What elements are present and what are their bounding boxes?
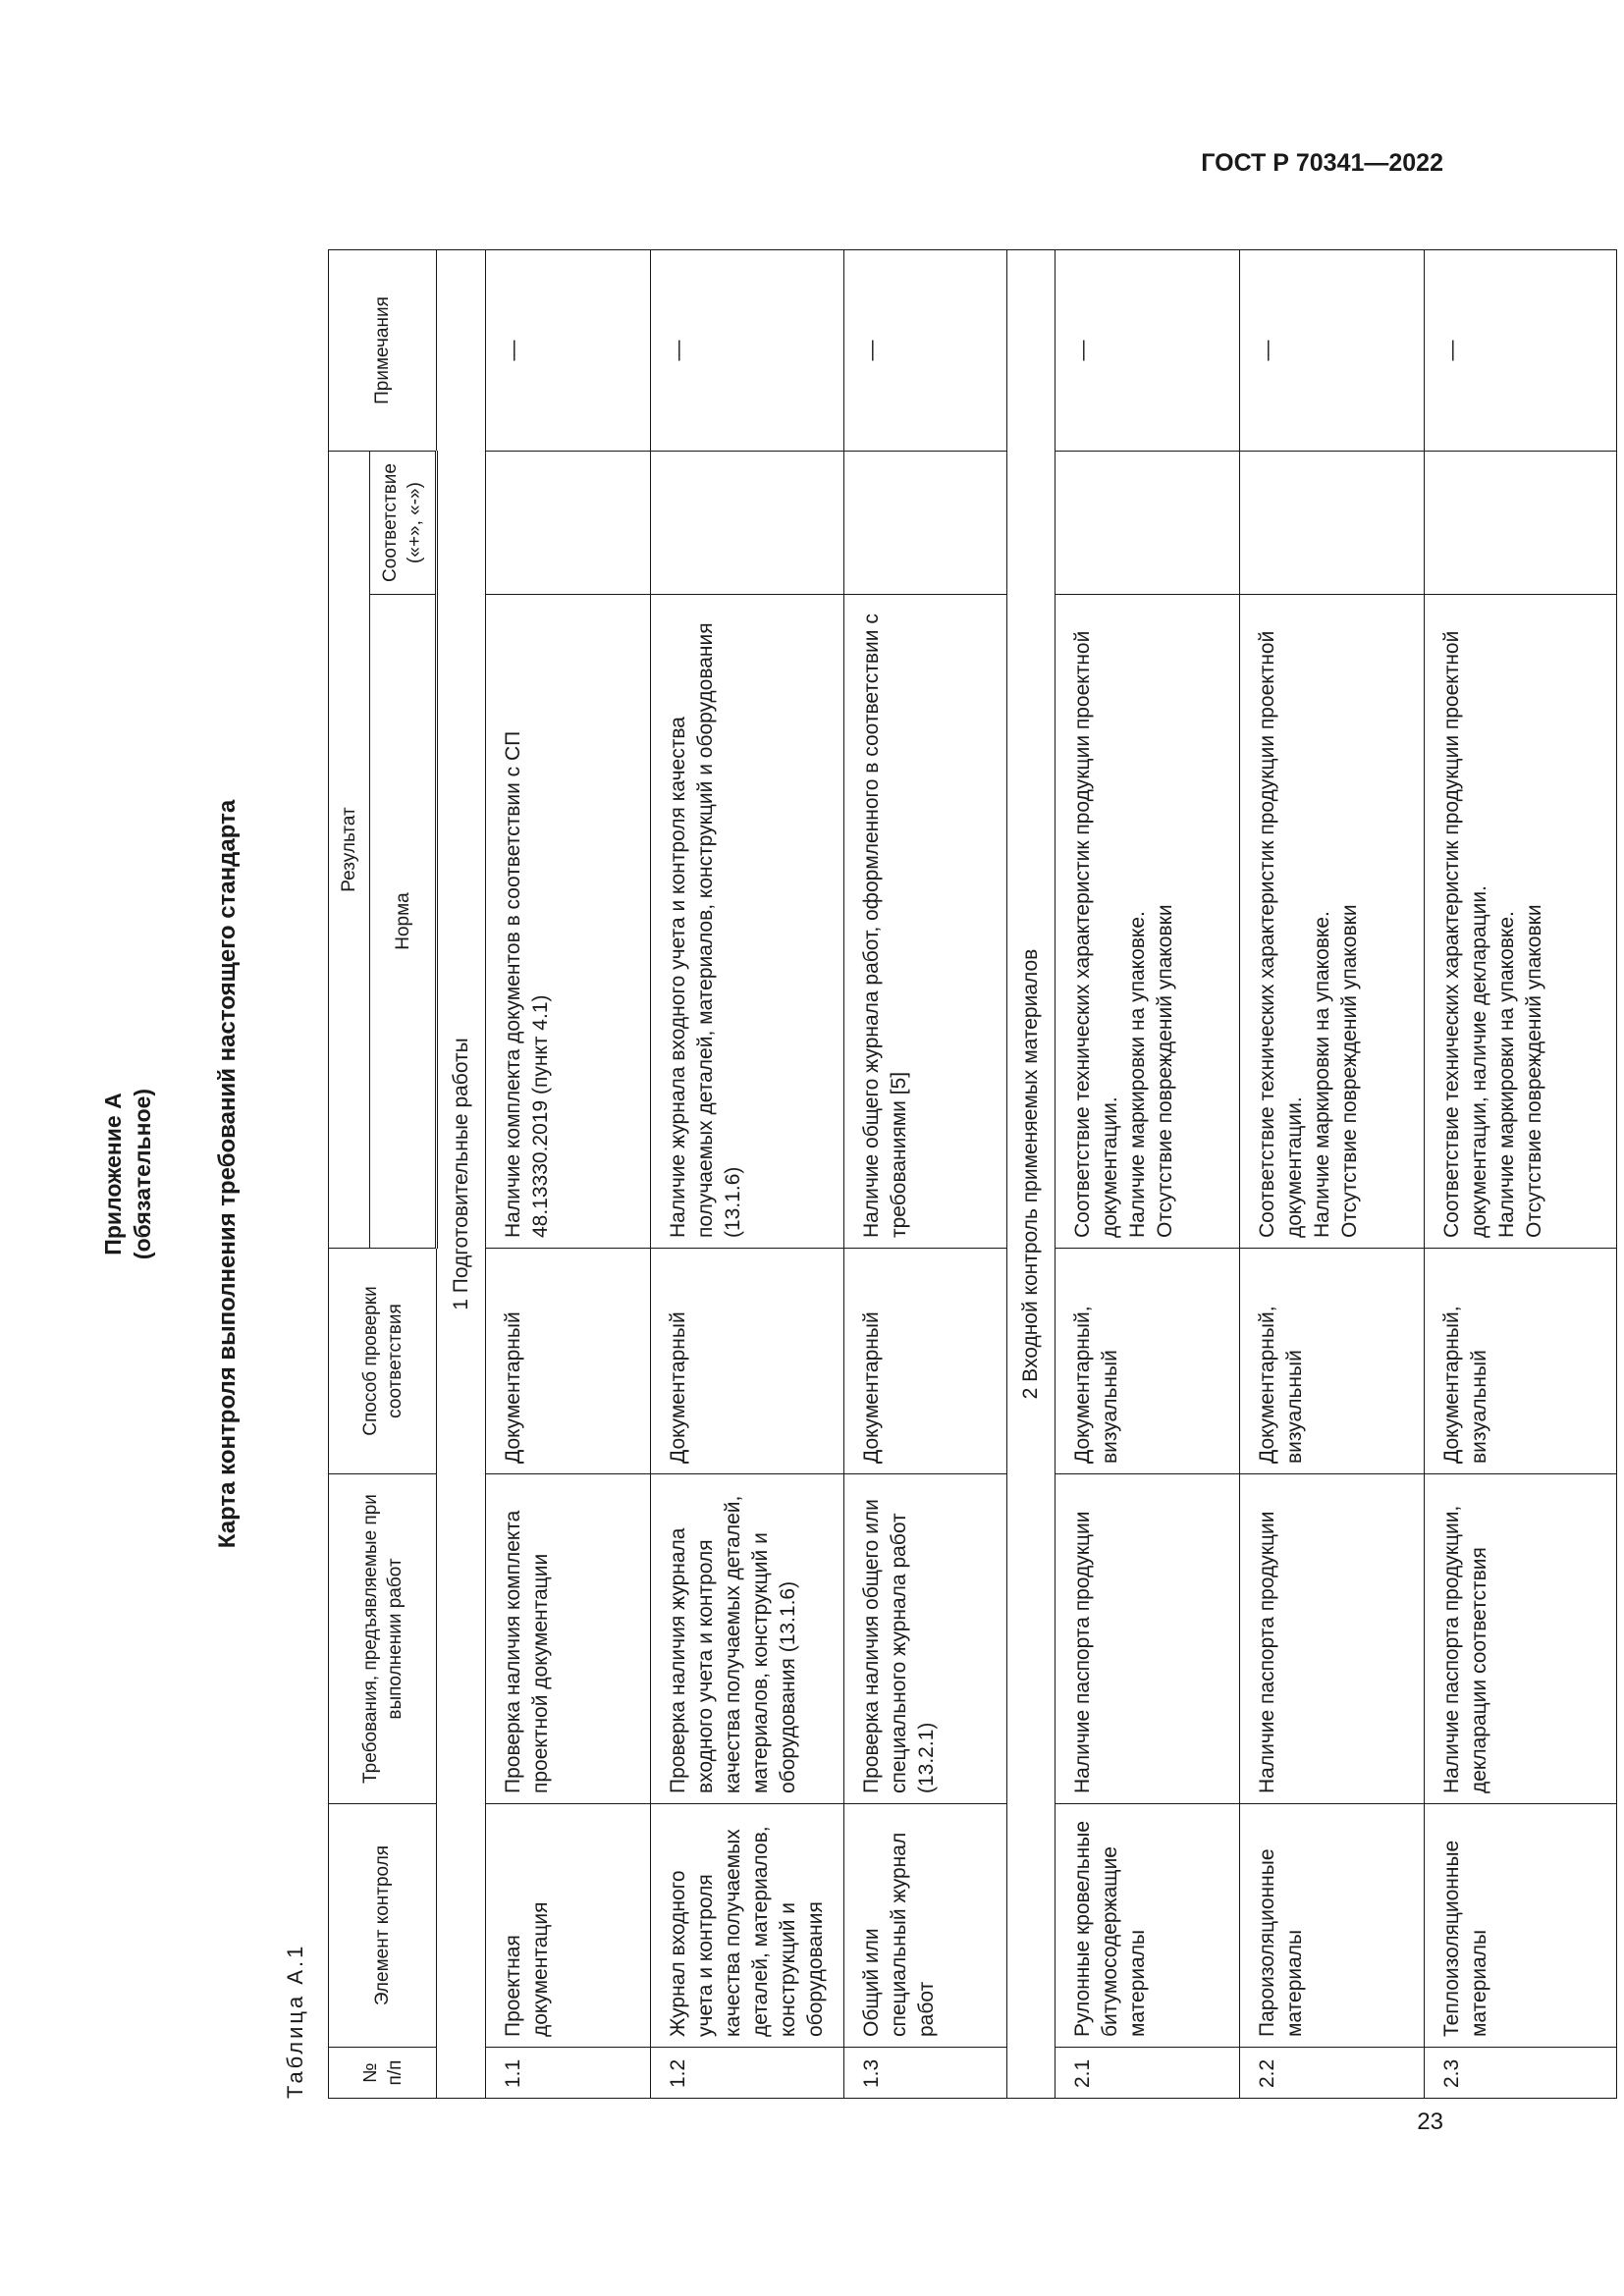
norm-line: Наличие маркировки на упаковке. (1495, 911, 1518, 1238)
control-map-table (328, 249, 1617, 2099)
requirements-cell: Проверка наличия общего или специального журнала работ (13.2.1) (844, 1474, 1007, 1804)
row-number: 2.2 (1240, 2048, 1425, 2099)
norm-line: Соответствие технических характеристик продукции проектной документации, наличие декларации. (1440, 630, 1490, 1238)
table-caption: Таблица А.1 (283, 1943, 307, 2099)
table-row (651, 249, 844, 2098)
header-element: Элемент контроля (329, 1804, 437, 2048)
control-element: Теплоизоляционные материалы (1425, 1804, 1617, 2048)
header-num: № п/п (329, 2048, 437, 2099)
control-element: Общий или специальный журнал работ (844, 1804, 1007, 2048)
norm-cell (844, 595, 1007, 1249)
rotated-content (98, 232, 1545, 2116)
table-row (486, 249, 651, 2098)
requirements-cell: Наличие паспорта продукции, декларации соответствия (1425, 1474, 1617, 1804)
page-number: 23 (1417, 2109, 1443, 2135)
norm-line: Соответствие технических характеристик продукции проектной документации. (1256, 630, 1306, 1238)
compliance-cell (1240, 451, 1425, 594)
verification-method: Документарный (486, 1249, 651, 1474)
section-title: 2 Входной контроль применяемых материалов (1007, 249, 1056, 2098)
verification-method: Документарный, визуальный (1056, 1249, 1240, 1474)
appendix-title: Приложение А (100, 1093, 126, 1255)
control-element: Пароизоляционные материалы (1240, 1804, 1425, 2048)
section-title: 1 Подготовительные работы (437, 249, 486, 2098)
notes-cell: — (1240, 249, 1425, 451)
norm-cell (486, 595, 651, 1249)
table-row (1056, 249, 1240, 2098)
table-body (437, 249, 1617, 2098)
control-element: Журнал входного учета и контроля качества получаемых деталей, материалов, конструкций и оборудования (651, 1804, 844, 2048)
annex-title: Карта контроля выполнения требований настоящего стандарта (214, 799, 241, 1549)
control-element: Рулонные кровельные битумосодержащие материалы (1056, 1804, 1240, 2048)
norm-line: Отсутствие повреждений упаковки (1154, 904, 1176, 1238)
compliance-cell (1425, 451, 1617, 594)
norm-line: Наличие маркировки на упаковке. (1126, 911, 1149, 1238)
header-result: Результат (329, 451, 370, 1248)
table-row (1425, 249, 1617, 2098)
requirements-cell: Проверка наличия комплекта проектной документации (486, 1474, 651, 1804)
verification-method: Документарный, визуальный (1425, 1249, 1617, 1474)
compliance-cell (486, 451, 651, 594)
norm-line: Соответствие технических характеристик продукции проектной документации. (1071, 630, 1121, 1238)
notes-cell: — (651, 249, 844, 451)
norm-line: Наличие комплекта документов в соответствии с СП 48.13330.2019 (пункт 4.1) (502, 730, 552, 1238)
compliance-cell (651, 451, 844, 594)
header-requirements: Требования, предъявляемые при выполнении работ (329, 1474, 437, 1804)
row-number: 2.1 (1056, 2048, 1240, 2099)
norm-cell (1240, 595, 1425, 1249)
notes-cell: — (1425, 249, 1617, 451)
notes-cell: — (1056, 249, 1240, 451)
document-code: ГОСТ Р 70341—2022 (1201, 149, 1443, 177)
norm-line: Наличие общего журнала работ, оформленного в соответствии с требованиями [5] (860, 614, 910, 1238)
row-number: 1.2 (651, 2048, 844, 2099)
norm-line: Наличие журнала входного учета и контроля качества получаемых деталей, материалов, конструкций и оборудования (13.1.6) (667, 622, 744, 1238)
verification-method: Документарный, визуальный (1240, 1249, 1425, 1474)
header-compliance: Соответствие («+», «-») (370, 451, 437, 594)
notes-cell: — (844, 249, 1007, 451)
requirements-cell: Наличие паспорта продукции (1240, 1474, 1425, 1804)
verification-method: Документарный (651, 1249, 844, 1474)
header-norm: Норма (370, 595, 437, 1249)
appendix-heading (98, 232, 157, 2116)
table-row (1240, 249, 1425, 2098)
requirements-cell: Проверка наличия журнала входного учета и контроля качества получаемых деталей, материалов, конструкций и оборудования (13.1.6) (651, 1474, 844, 1804)
norm-cell (651, 595, 844, 1249)
table-row (844, 249, 1007, 2098)
row-number: 2.3 (1425, 2048, 1617, 2099)
norm-line: Отсутствие повреждений упаковки (1523, 904, 1545, 1238)
notes-cell: — (486, 249, 651, 451)
header-method: Способ проверки соответствия (329, 1249, 437, 1474)
appendix-status: (обязательное) (130, 1088, 155, 1260)
norm-cell (1056, 595, 1240, 1249)
norm-line: Наличие маркировки на упаковке. (1311, 911, 1333, 1238)
norm-cell (1425, 595, 1617, 1249)
verification-method: Документарный (844, 1249, 1007, 1474)
compliance-cell (844, 451, 1007, 594)
compliance-cell (1056, 451, 1240, 594)
header-notes: Примечания (329, 249, 437, 451)
row-number: 1.3 (844, 2048, 1007, 2099)
section-row (1007, 249, 1056, 2098)
norm-line: Отсутствие повреждений упаковки (1338, 904, 1361, 1238)
requirements-cell: Наличие паспорта продукции (1056, 1474, 1240, 1804)
section-row (437, 249, 486, 2098)
row-number: 1.1 (486, 2048, 651, 2099)
control-element: Проектная документация (486, 1804, 651, 2048)
